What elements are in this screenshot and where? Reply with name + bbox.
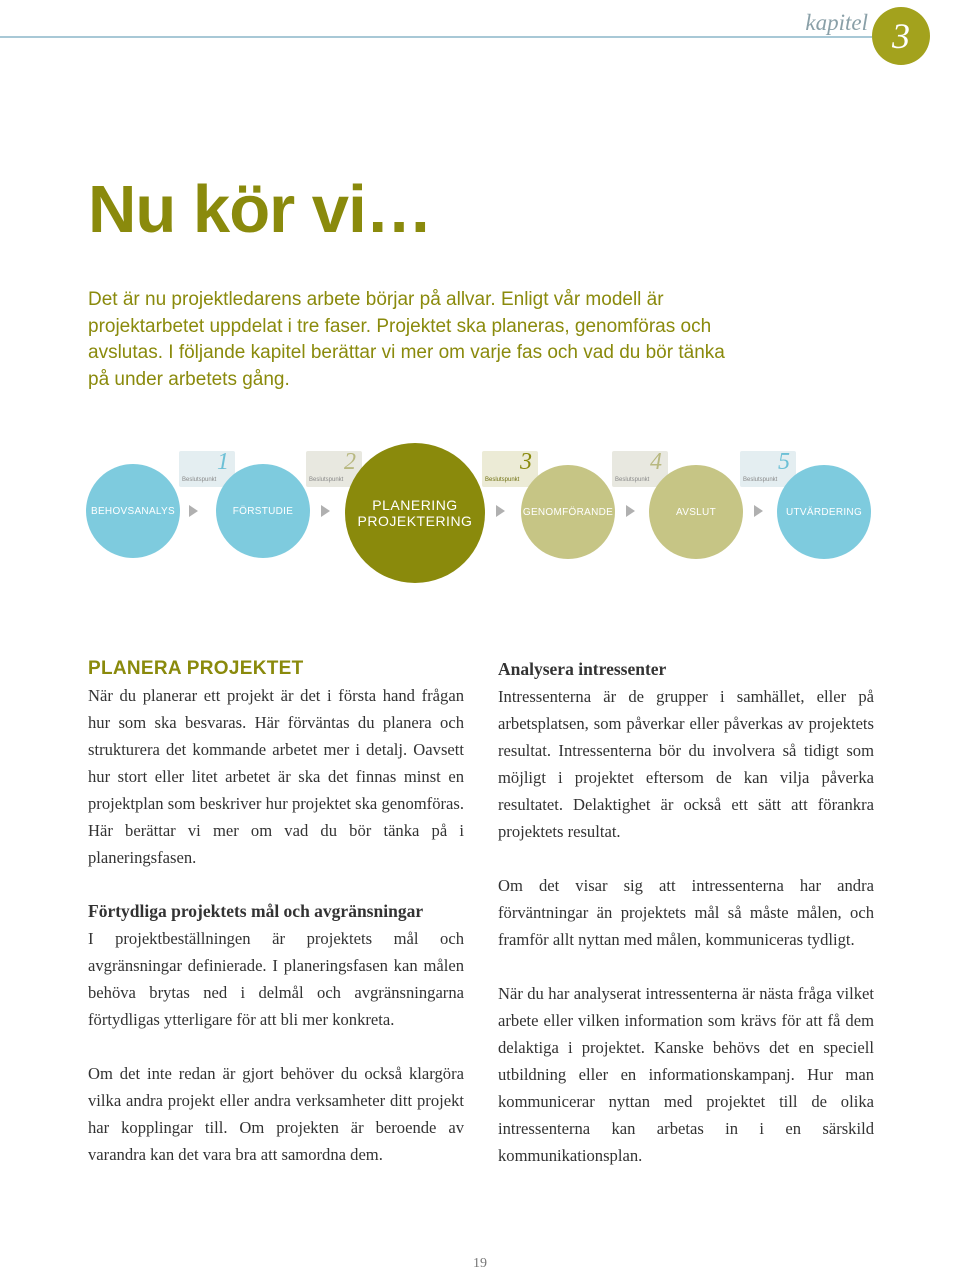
decision-point-number: 5 <box>778 449 790 475</box>
body-paragraph: När du planerar ett projekt är det i första hand frågan hur som ska besvaras. Här förväntas du planera och strukturera det kommande arbetet mer i detalj. Oavsett hur stort eller litet arbetet är ska det finnas minst en projektplan som beskriver hur projektet ska genomföras. Här berättar vi mer om vad du bör tänka på i planeringsfasen. <box>88 686 464 867</box>
decision-point-3 <box>482 451 538 487</box>
phase-behovsanalys <box>86 464 180 558</box>
phase-planering <box>345 443 485 583</box>
body-paragraph: Om det visar sig att intressenterna har andra förväntningar än projektets mål så måste målen, och framför allt nyttan med målen, kommuniceras tydligt. <box>498 876 874 949</box>
arrow-right-icon <box>626 505 635 517</box>
chapter-label: kapitel <box>805 10 868 35</box>
arrow-right-icon <box>321 505 330 517</box>
decision-point-number: 1 <box>217 449 229 475</box>
arrow-right-icon <box>189 505 198 517</box>
subheading: Analysera intressenter <box>498 659 667 679</box>
decision-point-label: Beslutspunkt <box>615 477 650 483</box>
phase-label: GENOMFÖRANDE <box>522 506 614 518</box>
decision-point-number: 3 <box>520 449 532 475</box>
phase-label: FÖRSTUDIE <box>232 505 294 517</box>
arrow-right-icon <box>754 505 763 517</box>
decision-point-label: Beslutspunkt <box>743 477 778 483</box>
header-rule <box>0 36 872 38</box>
body-paragraph: När du har analyserat intressenterna är nästa fråga vilket arbete eller vilken information som krävs för att få dem delaktiga i projektet. Kanske behövs det en speciell utbildning eller en informationskampanj. Hur man kommunicerar nyttan med projektet till de olika intressenterna kan arbetas in i en särskild kommunikationsplan. <box>498 984 874 1165</box>
chapter-number-badge: 3 <box>872 7 930 65</box>
left-column <box>88 656 464 1168</box>
phase-forstudie <box>216 464 310 558</box>
decision-point-label: Beslutspunkt <box>485 477 520 483</box>
section-heading: PLANERA PROJEKTET <box>88 658 304 679</box>
decision-point-label: Beslutspunkt <box>182 477 217 483</box>
phase-label-line1: PLANERING <box>372 497 458 513</box>
decision-point-label: Beslutspunkt <box>309 477 344 483</box>
intro-paragraph: Det är nu projektledarens arbete börjar på allvar. Enligt vår modell är projektarbetet uppdelat i tre faser. Projektet ska planeras, genomföras och avslutas. I följande kapitel berättar vi mer om varje fas och vad du bör tänka på under arbetets gång. <box>88 289 725 390</box>
right-column <box>498 656 874 1169</box>
page-title: Nu kör vi… <box>88 172 432 247</box>
phase-label: UTVÄRDERING <box>785 506 863 518</box>
decision-point-number: 2 <box>344 449 356 475</box>
body-paragraph: Om det inte redan är gjort behöver du också klargöra vilka andra projekt eller andra verksamheter ditt projekt har kopplingar till. Om projekten är beroende av varandra kan det vara bra att samordna dem. <box>88 1064 464 1164</box>
page-number: 19 <box>473 1256 487 1271</box>
phase-avslut <box>649 465 743 559</box>
body-paragraph: Intressenterna är de grupper i samhället, eller på arbetsplatsen, som påverkar eller påverkas av projektets resultat. Intressenterna bör du involvera så tidigt som möjligt i projektet eftersom de kan vilja påverka resultatet. Delaktighet är också ett sätt att förankra projektets resultat. <box>498 687 874 841</box>
phase-label: BEHOVSANALYS <box>90 505 175 517</box>
body-paragraph: I projektbeställningen är projektets mål och avgränsningar definierade. I planeringsfasen kan målen behöva brytas ned i delmål och avgränsningarna förtydligas ytterligare för att bli mer konkreta. <box>88 929 464 1029</box>
phase-label-line2: PROJEKTERING <box>357 513 473 529</box>
phase-label: AVSLUT <box>676 506 716 518</box>
subheading: Förtydliga projektets mål och avgränsningar <box>88 901 424 921</box>
phase-genomforande <box>521 465 615 559</box>
decision-point-number: 4 <box>650 449 662 475</box>
phase-utvardering <box>777 465 871 559</box>
arrow-right-icon <box>496 505 505 517</box>
